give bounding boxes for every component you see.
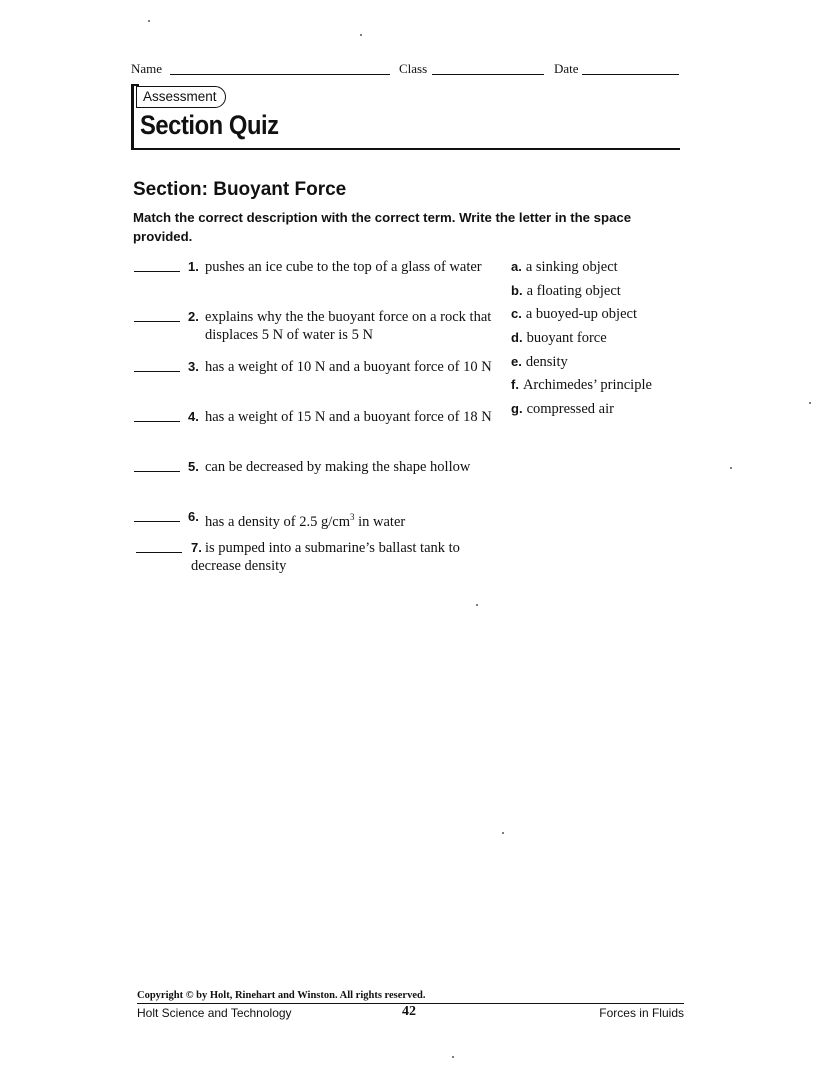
instructions: Match the correct description with the correct term. Write the letter in the space provided. xyxy=(133,210,632,244)
section-heading: Section: Buoyant Force xyxy=(133,179,347,200)
answer-blank-6[interactable] xyxy=(134,521,180,522)
term-letter: c. xyxy=(511,306,522,321)
question-number: 4. xyxy=(188,409,199,424)
term-item xyxy=(511,400,614,418)
term-letter: b. xyxy=(511,283,523,298)
term-text: compressed air xyxy=(526,401,614,417)
question-number: 3. xyxy=(188,359,199,374)
question-number: 1. xyxy=(188,259,199,274)
question-number: 6. xyxy=(188,509,199,524)
question-text: has a weight of 15 N and a buoyant force of 18 N xyxy=(205,409,492,425)
term-text: a buoyed-up object xyxy=(525,306,637,322)
scan-speck xyxy=(502,832,504,834)
question-text xyxy=(191,539,491,575)
page-title: Section Quiz xyxy=(140,110,279,140)
term-item xyxy=(511,282,621,300)
term-text: buoyant force xyxy=(526,330,607,346)
term-item xyxy=(511,258,618,276)
class-field[interactable] xyxy=(432,74,544,75)
term-item xyxy=(511,329,607,347)
question-text xyxy=(205,508,505,531)
class-label: Class xyxy=(399,61,428,76)
question-number: 2. xyxy=(188,309,199,324)
assessment-badge: Assessment xyxy=(136,86,226,108)
scan-speck xyxy=(809,402,811,404)
term-text: density xyxy=(525,354,568,370)
question-text-main: has a density of 2.5 g/cm xyxy=(205,513,350,530)
term-text: a sinking object xyxy=(525,259,618,275)
page-number: 42 xyxy=(402,1004,416,1019)
scan-speck xyxy=(452,1056,454,1058)
scan-speck xyxy=(476,604,478,606)
question-text: has a weight of 10 N and a buoyant force of 10 N xyxy=(205,359,492,375)
term-letter: e. xyxy=(511,354,522,369)
answer-blank-3[interactable] xyxy=(134,371,180,372)
term-letter: g. xyxy=(511,401,523,416)
question-text: can be decreased by making the shape hollow xyxy=(205,459,471,475)
scan-speck xyxy=(360,34,362,36)
term-item xyxy=(511,376,652,394)
term-text: a floating object xyxy=(526,283,621,299)
question-text-body: is pumped into a submarine’s ballast tank to decrease density xyxy=(191,540,460,574)
answer-blank-4[interactable] xyxy=(134,421,180,422)
term-letter: d. xyxy=(511,330,523,345)
question-text: explains why the the buoyant force on a rock that displaces 5 N of water is 5 N xyxy=(205,309,492,343)
title-bracket-bar xyxy=(131,84,134,150)
exponent: 3 xyxy=(349,512,355,522)
date-label: Date xyxy=(554,61,579,76)
date-field[interactable] xyxy=(582,74,679,75)
scan-speck xyxy=(730,467,732,469)
question-text: pushes an ice cube to the top of a glass of water xyxy=(205,259,482,275)
answer-blank-2[interactable] xyxy=(134,321,180,322)
answer-blank-5[interactable] xyxy=(134,471,180,472)
term-letter: f. xyxy=(511,377,519,392)
chapter-name: Forces in Fluids xyxy=(599,1006,684,1020)
question-number: 5. xyxy=(188,459,199,474)
answer-blank-7[interactable] xyxy=(136,552,182,553)
answer-blank-1[interactable] xyxy=(134,271,180,272)
term-text: Archimedes’ principle xyxy=(522,377,652,393)
scan-speck xyxy=(148,20,150,22)
name-field[interactable] xyxy=(170,74,390,75)
question-number: 7. xyxy=(191,540,202,555)
term-item xyxy=(511,305,637,323)
name-label: Name xyxy=(131,61,163,76)
copyright-notice: Copyright © by Holt, Rinehart and Winston. All rights reserved. xyxy=(137,990,426,1001)
question-text-tail: in water xyxy=(354,513,406,530)
title-rule xyxy=(131,148,680,150)
term-letter: a. xyxy=(511,259,522,274)
term-item xyxy=(511,353,568,371)
publisher-name: Holt Science and Technology xyxy=(137,1006,292,1020)
